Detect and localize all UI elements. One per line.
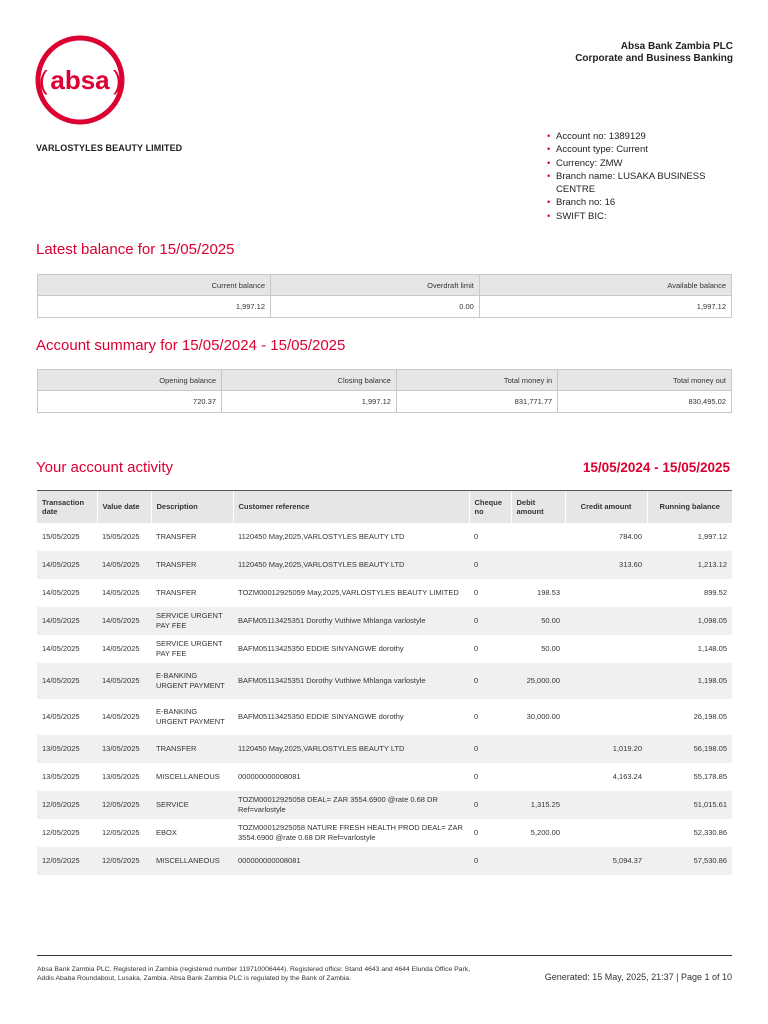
current-balance-value: 1,997.12: [38, 296, 271, 318]
credit-amount-cell: [565, 579, 647, 607]
table-row: [37, 551, 732, 579]
total-money-in-value: 831,771.77: [396, 391, 557, 413]
description-cell: TRANSFER: [156, 587, 197, 597]
table-row: [37, 635, 732, 663]
customer-reference-cell: 1120450 May,2025,VARLOSTYLES BEAUTY LTD: [238, 531, 405, 541]
credit-amount-cell: 784.00: [619, 531, 642, 541]
cheque-no-cell: 0: [469, 791, 511, 819]
cheque-no-cell: 0: [474, 531, 479, 541]
running-balance-cell: 52,330.86: [693, 827, 727, 837]
svg-text:): ): [113, 65, 122, 95]
absa-logo-text: absa: [50, 65, 110, 95]
transaction-date-cell: 14/05/2025: [42, 587, 80, 597]
customer-reference-cell: TOZM00012925058 DEAL= ZAR 3554.6900 @rate 0.68 DR Ref=varlostyle: [233, 791, 469, 819]
table-row: [37, 735, 732, 763]
footer-generated: Generated: 15 May, 2025, 21:37 | Page 1 of 10: [544, 972, 732, 982]
customer-reference-header: Customer reference: [233, 491, 469, 523]
transaction-date-cell: 15/05/2025: [42, 531, 80, 541]
table-row: [37, 763, 732, 791]
description-cell: TRANSFER: [156, 531, 197, 541]
customer-reference-cell: BAFM05113425351 Dorothy Vuthiwe Mhlanga varlostyle: [233, 607, 469, 635]
description-cell: SERVICE URGENT PAY FEE: [156, 639, 223, 658]
latest-balance-title: Latest balance for 15/05/2025: [36, 241, 235, 258]
table-row: [37, 523, 732, 551]
value-date-cell: 14/05/2025: [97, 607, 151, 635]
value-date-cell: 13/05/2025: [97, 735, 151, 763]
overdraft-limit-value: 0.00: [271, 296, 480, 318]
current-balance-header: Current balance: [38, 275, 271, 296]
account-activity-table: [37, 490, 732, 875]
description-cell: SERVICE: [151, 791, 233, 819]
credit-amount-cell: [565, 607, 647, 635]
table-row: [37, 791, 732, 819]
customer-reference-cell: BAFM05113425350 EDDIE SINYANGWE dorothy: [238, 711, 404, 721]
running-balance-cell: 55,178.85: [693, 771, 727, 781]
customer-reference-cell: BAFM05113425350 EDDIE SINYANGWE dorothy: [238, 643, 404, 653]
account-currency: • Currency: ZMW: [547, 157, 737, 170]
credit-amount-cell: 4,163.24: [612, 771, 642, 781]
latest-balance-table: [37, 274, 732, 318]
running-balance-cell: 1,148.05: [697, 643, 727, 653]
debit-amount-cell: [511, 523, 565, 551]
transaction-date-cell: 13/05/2025: [37, 735, 97, 763]
value-date-cell: 14/05/2025: [97, 551, 151, 579]
description-cell: E-BANKING URGENT PAYMENT: [156, 707, 225, 726]
overdraft-limit-header: Overdraft limit: [271, 275, 480, 296]
footer-divider: [37, 955, 732, 956]
description-cell: SERVICE URGENT PAY FEE: [151, 607, 233, 635]
transaction-date-cell: 14/05/2025: [42, 643, 80, 653]
customer-reference-cell: 1120450 May,2025,VARLOSTYLES BEAUTY LTD: [233, 551, 469, 579]
transaction-date-cell: 12/05/2025: [37, 791, 97, 819]
available-balance-header: Available balance: [479, 275, 731, 296]
swift-bic: • SWIFT BIC:: [547, 210, 737, 223]
description-cell: MISCELLANEOUS: [151, 847, 233, 875]
activity-period: 15/05/2024 - 15/05/2025: [582, 460, 730, 475]
debit-amount-cell: 30,000.00: [526, 711, 560, 721]
bank-division: Corporate and Business Banking: [575, 53, 733, 64]
table-row: [37, 663, 732, 699]
cheque-no-cell: 0: [469, 607, 511, 635]
account-summary-table: [37, 369, 732, 413]
value-date-cell: 12/05/2025: [97, 847, 151, 875]
value-date-cell: 13/05/2025: [102, 771, 140, 781]
credit-amount-header: Credit amount: [565, 491, 647, 523]
running-balance-cell: 51,015.61: [647, 791, 732, 819]
cheque-no-cell: 0: [469, 663, 511, 699]
transaction-date-cell: 14/05/2025: [42, 711, 80, 721]
credit-amount-cell: [565, 819, 647, 847]
account-number: • Account no: 1389129: [547, 130, 737, 143]
debit-amount-cell: 1,315.25: [511, 791, 565, 819]
cheque-no-cell: 0: [469, 847, 511, 875]
debit-amount-cell: 50.00: [541, 643, 560, 653]
total-money-out-value: 830,495.02: [558, 391, 732, 413]
debit-amount-cell: 198.53: [537, 587, 560, 597]
account-details-list: [547, 130, 737, 223]
description-cell: EBOX: [156, 827, 177, 837]
credit-amount-cell: [565, 791, 647, 819]
closing-balance-value: 1,997.12: [222, 391, 397, 413]
debit-amount-cell: 50.00: [511, 607, 565, 635]
value-date-cell: 14/05/2025: [102, 643, 140, 653]
customer-reference-cell: TOZM00012925059 May,2025,VARLOSTYLES BEAUTY LIMITED: [238, 587, 459, 597]
description-cell: TRANSFER: [151, 551, 233, 579]
customer-reference-cell: 000000000008081: [238, 771, 301, 781]
table-row: [37, 847, 732, 875]
customer-reference-cell: 000000000008081: [233, 847, 469, 875]
transaction-date-cell: 14/05/2025: [37, 663, 97, 699]
cheque-no-cell: 0: [474, 643, 479, 653]
running-balance-cell: 26,198.05: [693, 711, 727, 721]
cheque-no-cell: 0: [474, 587, 479, 597]
account-summary-title: Account summary for 15/05/2024 - 15/05/2025: [36, 337, 346, 354]
table-row: [37, 699, 732, 735]
credit-amount-cell: 313.60: [565, 551, 647, 579]
value-date-header: Value date: [97, 491, 151, 523]
debit-amount-header: Debit amount: [511, 491, 565, 523]
value-date-cell: 14/05/2025: [97, 663, 151, 699]
customer-reference-cell: BAFM05113425351 Dorothy Vuthiwe Mhlanga varlostyle: [233, 663, 469, 699]
running-balance-cell: 899.52: [704, 587, 727, 597]
customer-reference-cell: 1120450 May,2025,VARLOSTYLES BEAUTY LTD: [233, 735, 469, 763]
value-date-cell: 15/05/2025: [102, 531, 140, 541]
cheque-no-cell: 0: [469, 551, 511, 579]
credit-amount-cell: [565, 663, 647, 699]
opening-balance-value: 720.37: [38, 391, 222, 413]
absa-logo: [34, 34, 126, 126]
account-type: • Account type: Current: [547, 143, 737, 156]
transaction-date-cell: 12/05/2025: [37, 847, 97, 875]
credit-amount-cell: [565, 699, 647, 735]
footer-legal: Absa Bank Zambia PLC. Registered in Zambia (registered number 119710006444). Registered office: Stand 4643 and 4644 Elunda Office Park, Addis Ababa Roundabout, Lusaka, Zambia. Absa Bank Zambia PLC is regulated by the Bank of Zambia.: [37, 966, 470, 982]
cheque-no-cell: 0: [474, 827, 479, 837]
description-header: Description: [151, 491, 233, 523]
description-cell: TRANSFER: [151, 735, 233, 763]
transaction-date-cell: 14/05/2025: [37, 551, 97, 579]
running-balance-cell: 57,530.86: [647, 847, 732, 875]
transaction-date-cell: 14/05/2025: [37, 607, 97, 635]
value-date-cell: 14/05/2025: [102, 587, 140, 597]
credit-amount-cell: 1,019.20: [565, 735, 647, 763]
running-balance-cell: 1,198.05: [647, 663, 732, 699]
running-balance-cell: 56,198.05: [647, 735, 732, 763]
debit-amount-cell: [511, 551, 565, 579]
table-row: [37, 579, 732, 607]
value-date-cell: 12/05/2025: [102, 827, 140, 837]
activity-rows: [37, 523, 732, 875]
customer-reference-cell: TOZM00012925058 NATURE FRESH HEALTH PROD DEAL= ZAR 3554.6900 @rate 0.68 DR Ref=varlostyle: [238, 823, 463, 842]
debit-amount-cell: 5,200.00: [530, 827, 560, 837]
transaction-date-cell: 12/05/2025: [42, 827, 80, 837]
credit-amount-cell: 5,094.37: [565, 847, 647, 875]
total-money-out-header: Total money out: [558, 370, 732, 391]
running-balance-cell: 1,997.12: [697, 531, 727, 541]
closing-balance-header: Closing balance: [222, 370, 397, 391]
bank-header: [575, 41, 733, 65]
description-cell: MISCELLANEOUS: [156, 771, 220, 781]
svg-text:(: (: [39, 65, 48, 95]
running-balance-cell: 1,098.05: [647, 607, 732, 635]
bank-name: Absa Bank Zambia PLC: [620, 41, 733, 52]
value-date-cell: 14/05/2025: [102, 711, 140, 721]
branch-name: • Branch name: LUSAKA BUSINESS CENTRE: [547, 170, 737, 197]
running-balance-cell: 1,213.12: [647, 551, 732, 579]
branch-number: • Branch no: 16: [547, 196, 737, 209]
description-cell: E-BANKING URGENT PAYMENT: [151, 663, 233, 699]
debit-amount-cell: [511, 763, 565, 791]
debit-amount-cell: [511, 735, 565, 763]
running-balance-header: Running balance: [647, 491, 732, 523]
cheque-no-cell: 0: [474, 771, 479, 781]
account-activity-title: Your account activity: [36, 459, 174, 476]
table-row: [37, 607, 732, 635]
customer-name: VARLOSTYLES BEAUTY LIMITED: [36, 143, 183, 153]
credit-amount-cell: [565, 635, 647, 663]
available-balance-value: 1,997.12: [479, 296, 731, 318]
debit-amount-cell: 25,000.00: [511, 663, 565, 699]
transaction-date-header: Transaction date: [37, 491, 97, 523]
transaction-date-cell: 13/05/2025: [42, 771, 80, 781]
cheque-no-header: Cheque no: [469, 491, 511, 523]
total-money-in-header: Total money in: [396, 370, 557, 391]
cheque-no-cell: 0: [474, 711, 479, 721]
opening-balance-header: Opening balance: [38, 370, 222, 391]
cheque-no-cell: 0: [469, 735, 511, 763]
value-date-cell: 12/05/2025: [97, 791, 151, 819]
debit-amount-cell: [511, 847, 565, 875]
table-row: [37, 819, 732, 847]
absa-logo-icon: [34, 34, 126, 126]
